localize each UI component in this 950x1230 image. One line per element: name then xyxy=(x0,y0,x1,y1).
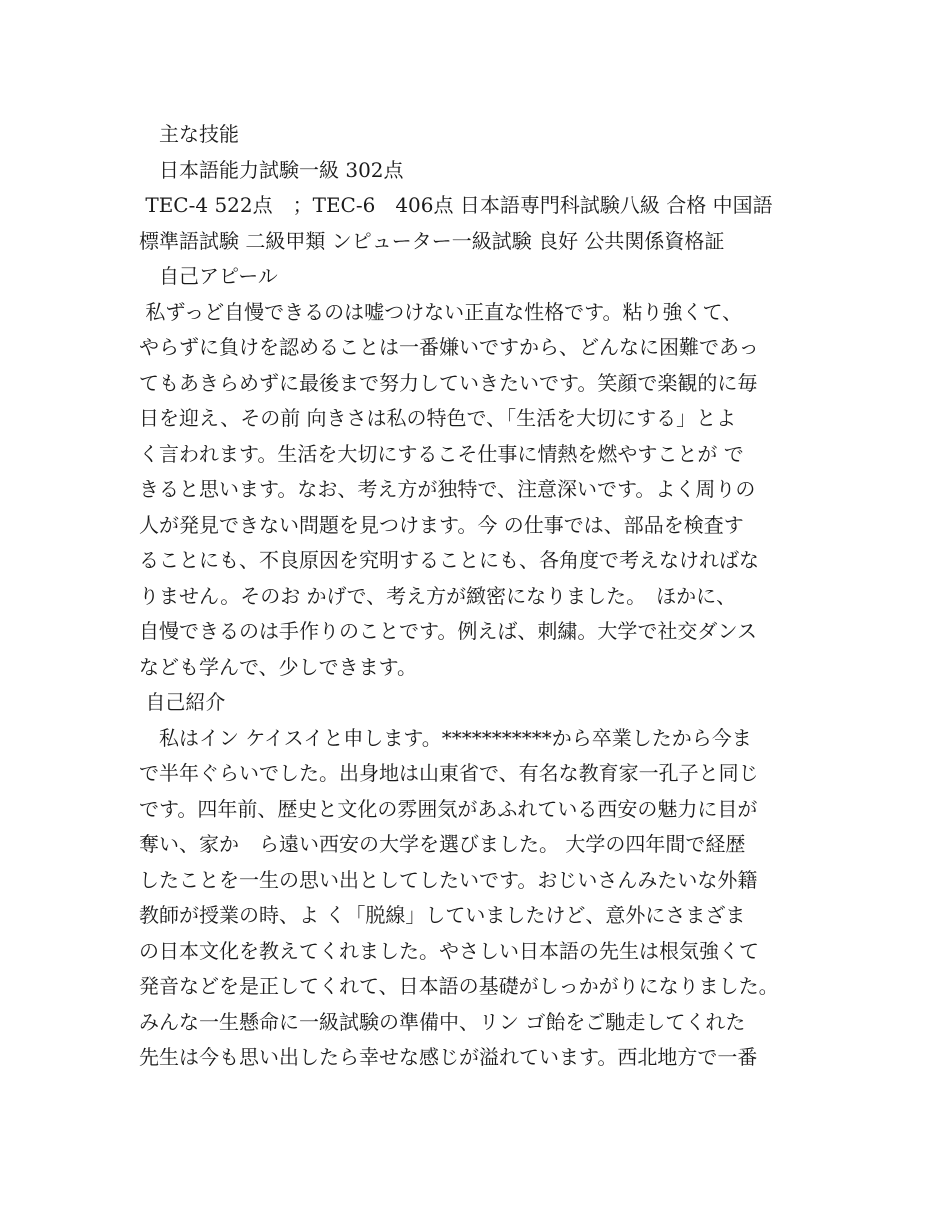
text-line: く言われます。生活を大切にするこそ仕事に情熱を燃やすことが で xyxy=(139,441,744,466)
text-line: てもあきらめずに最後まで努力していきたいです。笑顔で楽観的に毎 xyxy=(139,370,758,395)
text-line: 自慢できるのは手作りのことです。例えば、刺繍。大学で社交ダンス xyxy=(139,619,757,643)
text-line: 標準語試験 二級甲類 ンピューター一級試験 良好 公共関係資格証 xyxy=(139,228,725,253)
text-line: 私ずっど自慢できるのは嘘つけない正直な性格です。粘り強くて、 xyxy=(139,299,743,324)
text-line: 私はイン ケイスイと申します。***********から卒業したから今ま xyxy=(139,725,752,750)
text-line: やらずに負けを認めることは一番嫌いですから、どんなに困難であっ xyxy=(139,335,759,359)
text-line: の日本文化を教えてくれました。やさしい日本語の先生は根気強くて xyxy=(139,938,759,963)
text-line: TEC-4 522点 ；TEC-6 406点 日本語専門科試験八級 合格 中国語 xyxy=(139,193,773,217)
text-line: です。四年前、歴史と文化の雰囲気があふれている西安の魅力に目が xyxy=(139,796,758,821)
text-line: 教師が授業の時、よ く「脱線」していましたけど、意外にさまざま xyxy=(139,903,746,927)
text-line: ることにも、不良原因を究明することにも、各角度で考えなければな xyxy=(139,548,759,572)
document-body xyxy=(139,117,819,1076)
text-line: 発音などを是正してくれて、日本語の基礎がしっかがりになりました。 xyxy=(139,974,779,998)
text-line: 人が発見できない問題を見つけます。今 の仕事では、部品を検査す xyxy=(139,512,744,537)
text-line: きると思います。なお、考え方が独特で、注意深いです。よく周りの xyxy=(139,477,756,501)
text-line: 日を迎え、その前 向きさは私の特色で、「生活を大切にする」とよ xyxy=(139,406,737,430)
section-heading-intro: 自己紹介 xyxy=(139,690,226,714)
section-heading-appeal: 自己アピール xyxy=(139,264,278,288)
text-line: なども学んで、少しできます。 xyxy=(139,654,417,679)
text-line: したことを一生の思い出としてしたいです。おじいさんみたいな外籍 xyxy=(139,867,758,892)
text-line: りません。そのお かげで、考え方が緻密になりました。 ほかに、 xyxy=(139,583,737,608)
text-line: 先生は今も思い出したら幸せな感じが溢れています。西北地方で一番 xyxy=(139,1045,758,1069)
text-line: みんな一生懸命に一級試験の準備中、リン ゴ飴をご馳走してくれた xyxy=(139,1009,746,1034)
text-line: 日本語能力試験一級 302点 xyxy=(139,157,404,182)
text-line: 奪い、家か ら遠い西安の大学を選びました。 大学の四年間で経歴 xyxy=(139,832,746,856)
section-heading-skills: 主な技能 xyxy=(139,122,239,146)
text-line: で半年ぐらいでした。出身地は山東省で、有名な教育家一孔子と同じ xyxy=(139,761,759,785)
